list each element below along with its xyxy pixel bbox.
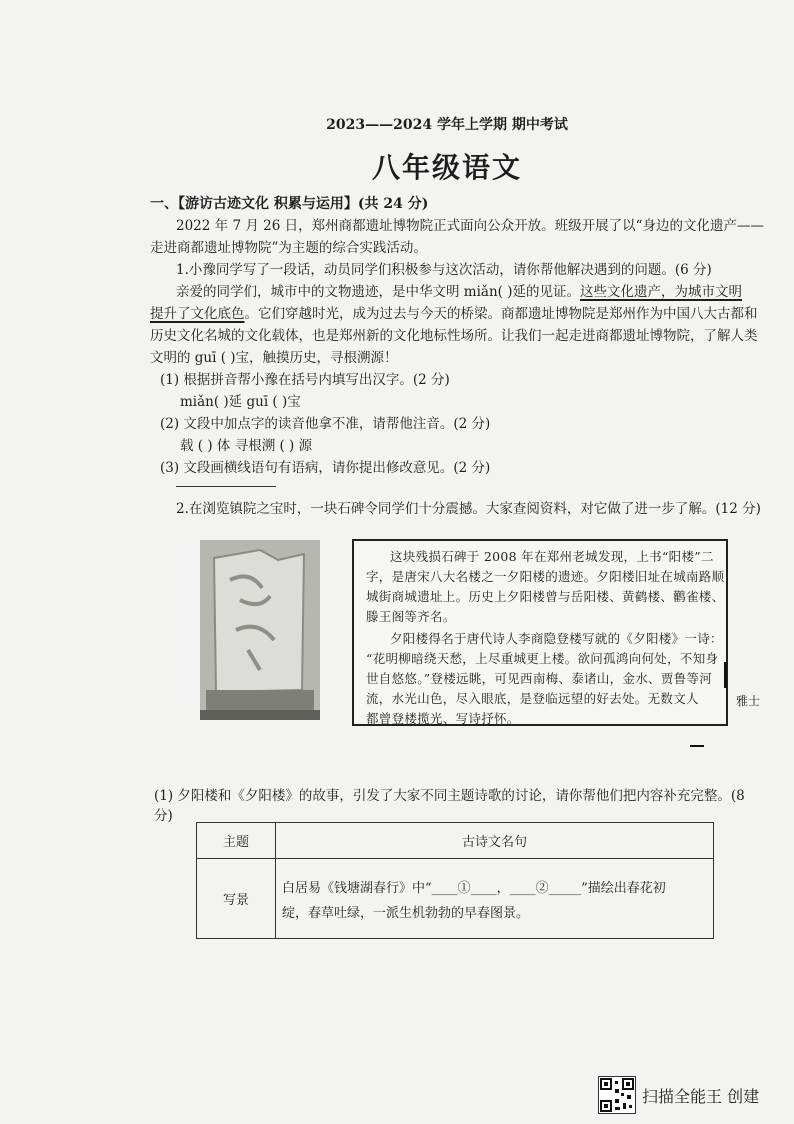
question-1-2: (2) 文段中加点字的读音他拿不准，请帮他注音。(2 分)	[160, 416, 491, 432]
scan-mark	[690, 745, 704, 747]
underlined-sentence-end: 提升了文化底色	[150, 306, 245, 322]
box-line-6: “花明柳暗绕天愁，上尽重城更上楼。欲问孤鸿向何处，不知身	[366, 651, 719, 666]
passage-line-2	[150, 302, 758, 322]
question-2: 2.在浏览镇院之宝时，一块石碑令同学们十分震撼。大家查阅资料，对它做了进一步了解。(12 分)	[176, 501, 761, 517]
passage-line-4: 文明的 guī ( )宝，触摸历史，寻根溯源！	[150, 350, 398, 366]
row-content-line-2: 绽，春草吐绿，一派生机勃勃的早春图景。	[282, 905, 530, 921]
header-theme: 主题	[197, 823, 276, 859]
header-lines: 古诗文名句	[276, 823, 714, 859]
box-line-9: 都曾登楼揽光、写诗抒怀。	[366, 711, 520, 726]
answer-rule	[176, 486, 276, 487]
scan-mark	[724, 662, 727, 688]
question-1: 1.小豫同学写了一段话，动员同学们积极参与这次活动，请你帮他解决遇到的问题。(6 分)	[176, 262, 712, 278]
passage-line-1	[176, 280, 742, 300]
exam-header: 2023——2024 学年上学期 期中考试	[326, 117, 568, 133]
box-line-8: 流，水光山色，尽入眼底，是登临远望的好去处。无数文人	[366, 691, 699, 706]
scanner-watermark: 扫描全能王 创建	[642, 1087, 760, 1106]
box-line-3: 城街商城遗址上。历史上夕阳楼曾与岳阳楼、黄鹤楼、鹳雀楼、	[366, 589, 725, 604]
row-content[interactable]	[276, 859, 714, 939]
qr-code-icon	[598, 1076, 636, 1114]
box-line-7: 世自悠悠。”登楼远眺，可见西南梅、泰诸山，金水、贾鲁等河	[366, 671, 713, 686]
question-1-1: (1) 根据拼音帮小豫在括号内填写出汉字。(2 分)	[160, 372, 450, 388]
row-content-line-1: 白居易《钱塘湖春行》中“____①____，____②_____”描绘出春花初	[282, 880, 666, 896]
passage-line-3: 历史文化名城的文化载体，也是郑州新的文化地标性场所。让我们一起走进商都遗址博物院，了解人类	[150, 328, 758, 344]
stone-stele-photo	[200, 540, 320, 720]
box-line-2: 字，是唐宋八大名楼之一夕阳楼的遗迹。夕阳楼旧址在城南路顺	[366, 569, 725, 584]
row-theme: 写景	[197, 859, 276, 939]
box-line-4: 滕王阁等齐名。	[366, 609, 456, 624]
stele-drawing	[200, 540, 320, 720]
section-heading: 一、【游访古迹文化 积累与运用】(共 24 分)	[150, 196, 429, 212]
stele-info-box	[352, 539, 728, 726]
poem-table	[196, 822, 714, 939]
passage-text: 亲爱的同学们，城市中的文物遗迹，是中华文明 miǎn( )延的见证。	[176, 284, 580, 300]
question-2-1: (1) 夕阳楼和《夕阳楼》的故事，引发了大家不同主题诗歌的讨论，请你帮他们把内容补充完整。(8	[154, 788, 745, 804]
margin-note: 雅士	[736, 694, 761, 708]
passage-text: 。它们穿越时光，成为过去与今天的桥梁。商都遗址博物院是郑州作为中国八大古都和	[244, 306, 758, 322]
box-line-5: 夕阳楼得名于唐代诗人李商隐登楼写就的《夕阳楼》一诗：	[390, 631, 723, 646]
question-1-2-blanks[interactable]: 载 ( ) 体 寻根溯 ( ) 源	[180, 438, 313, 454]
intro-line-2: 走进商都遗址博物院”为主题的综合实践活动。	[150, 240, 427, 256]
question-2-1-cont: 分)	[154, 808, 173, 824]
exam-title: 八年级语文	[371, 151, 522, 184]
question-1-1-blanks[interactable]: miǎn( )延 guī ( )宝	[180, 394, 301, 410]
box-line-1: 这块残损石碑于 2008 年在郑州老城发现，上书“阳楼”二	[390, 549, 714, 564]
underlined-sentence: 这些文化遗产，为城市文明	[579, 284, 742, 300]
question-1-3: (3) 文段画横线语句有语病，请你提出修改意见。(2 分)	[160, 460, 491, 476]
intro-line-1: 2022 年 7 月 26 日，郑州商都遗址博物院正式面向公众开放。班级开展了以“身边的文化遗产——	[176, 218, 764, 234]
